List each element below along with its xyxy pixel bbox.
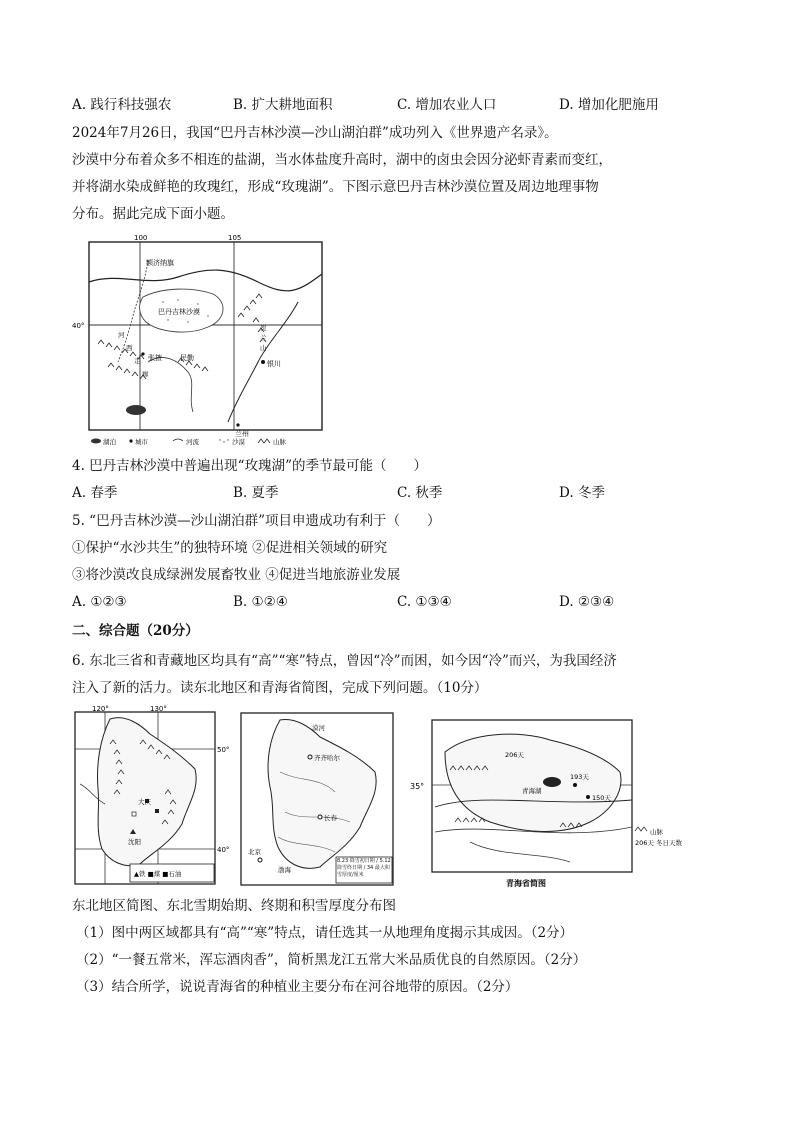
qh-label-150: 150天 [592, 794, 611, 802]
q6-figure-caption: 东北地区简图、东北雪期始期、终期和积雪厚度分布图 [72, 898, 396, 914]
qinghai-map [410, 712, 710, 890]
qh-label-qinghai-lake: 青海湖 [522, 787, 542, 795]
q5-option-b: B. ①②④ [233, 594, 288, 610]
q3-option-c: C. 增加农业人口 [397, 97, 497, 113]
badain-jaran-map [72, 232, 324, 448]
qh-map-title: 青海省简图 [506, 879, 546, 888]
qh-legend-days: 206天 冬日天数 [635, 839, 682, 847]
ne-place-daqing: 大庆 [138, 798, 151, 806]
q6-subquestion-3: （3）结合所学，说说青海省的种植业主要分布在河谷地带的原因。（2分） [76, 979, 519, 995]
snow-place-beijing: 北京 [248, 848, 261, 856]
hexi-char-4: 廊 [142, 370, 149, 378]
lon-label-105: 105 [228, 234, 242, 242]
ne-legend: ▲铁 ■煤 ■石油 [134, 870, 182, 878]
place-lanzhou: 兰州 [235, 430, 249, 438]
q5-option-a: A. ①②③ [72, 594, 127, 610]
hexi-char-2: 西 [126, 344, 133, 352]
place-zhangye: 张掖 [148, 354, 162, 362]
place-badain-jaran: 巴丹吉林沙漠 [158, 308, 200, 316]
lon-label-100: 100 [134, 234, 148, 242]
q6-stem-line-2: 注入了新的活力。读东北地区和青海省简图，完成下列问题。（10分） [72, 680, 488, 696]
intro-line-1: 2024年7月26日，我国“巴丹吉林沙漠—沙山湖泊群”成功列入《世界遗产名录》。 [72, 125, 558, 141]
ne-lat-50: 50° [217, 746, 230, 754]
q5-items-2: ③将沙漠改良成绿洲发展畜牧业 ④促进当地旅游业发展 [72, 567, 401, 583]
q5-items-1: ①保护“水沙共生”的独特环境 ②促进相关领域的研究 [72, 540, 388, 556]
place-ejina: 额济纳旗 [146, 259, 174, 267]
q3-option-a: A. 践行科技强农 [72, 97, 172, 113]
helan-char-1: 贺 [260, 324, 267, 332]
q4-stem: 4. 巴丹吉林沙漠中普遍出现“玫瑰湖”的季节最可能（ ） [72, 458, 427, 474]
qh-lat-35: 35° [410, 782, 425, 791]
qh-legend-mountain: 山脉 [650, 828, 663, 836]
qh-label-206: 206天 [505, 751, 524, 759]
q5-option-d: D. ②③④ [559, 594, 615, 610]
ne-lon-130: 130° [150, 705, 167, 713]
ne-lon-120: 120° [92, 705, 109, 713]
place-minqin: 民勤 [180, 354, 194, 362]
ne-place-shenyang: 沈阳 [128, 838, 141, 846]
legend-desert: 沙漠 [232, 438, 245, 446]
qh-label-193: 193天 [570, 773, 589, 781]
q6-stem-line-1: 6. 东北三省和青藏地区均具有“高”“寒”特点，曾因“冷”而困，如今因“冷”而兴，为我国经济 [72, 653, 617, 669]
snow-place-changchun: 长春 [324, 814, 337, 822]
q6-subquestion-2: （2）“一餐五常米，浑忘酒肉香”，简析黑龙江五常大米品质优良的自然原因。（2分） [76, 952, 587, 968]
hexi-char-1: 河 [118, 331, 125, 339]
northeast-map [70, 704, 238, 888]
q4-option-c: C. 秋季 [397, 485, 443, 501]
q3-option-d: D. 增加化肥施用 [559, 97, 659, 113]
snow-place-bohai: 渤海 [278, 866, 291, 874]
helan-char-3: 山 [260, 344, 267, 352]
legend-city: 城市 [135, 438, 148, 446]
q5-stem: 5. “巴丹吉林沙漠—沙山湖泊群”项目申遗成功有利于（ ） [72, 513, 441, 529]
snow-place-mohe: 漠河 [312, 724, 325, 732]
q3-option-b: B. 扩大耕地面积 [233, 97, 333, 113]
ne-lat-40: 40° [217, 846, 230, 854]
snow-place-qiqihar: 齐齐哈尔 [314, 754, 340, 762]
intro-line-4: 分布。据此完成下面小题。 [72, 206, 234, 222]
place-yinchuan: 银川 [267, 360, 281, 368]
q6-subquestion-1: （1）图中两区域都具有“高”“寒”特点，请任选其一从地理角度揭示其成因。（2分） [76, 925, 574, 941]
section-2-title: 二、综合题（20分） [72, 623, 199, 639]
q4-option-a: A. 春季 [72, 485, 118, 501]
lat-label-40: 40° [72, 322, 85, 330]
q5-option-c: C. ①③④ [397, 594, 452, 610]
intro-line-2: 沙漠中分布着众多不相连的盐湖，当水体盐度升高时，湖中的卤虫会因分泌虾青素而变红， [72, 152, 612, 168]
intro-line-3: 并将湖水染成鲜艳的玫瑰红，形成“玫瑰湖”。下图示意巴丹吉林沙漠位置及周边地理事物 [72, 179, 599, 195]
snow-legend: 8.23 降雪初日期 / 5.12 降雪终日期 / 34 最大积雪厚度/厘米 [337, 858, 391, 878]
legend-lake: 湖泊 [103, 438, 116, 446]
snow-period-map [240, 712, 396, 888]
q4-option-d: D. 冬季 [559, 485, 605, 501]
q4-option-b: B. 夏季 [233, 485, 279, 501]
hexi-char-3: 走 [134, 357, 141, 365]
helan-char-2: 兰 [260, 334, 267, 342]
legend-river: 河流 [186, 438, 199, 446]
legend-mountain: 山脉 [273, 438, 286, 446]
